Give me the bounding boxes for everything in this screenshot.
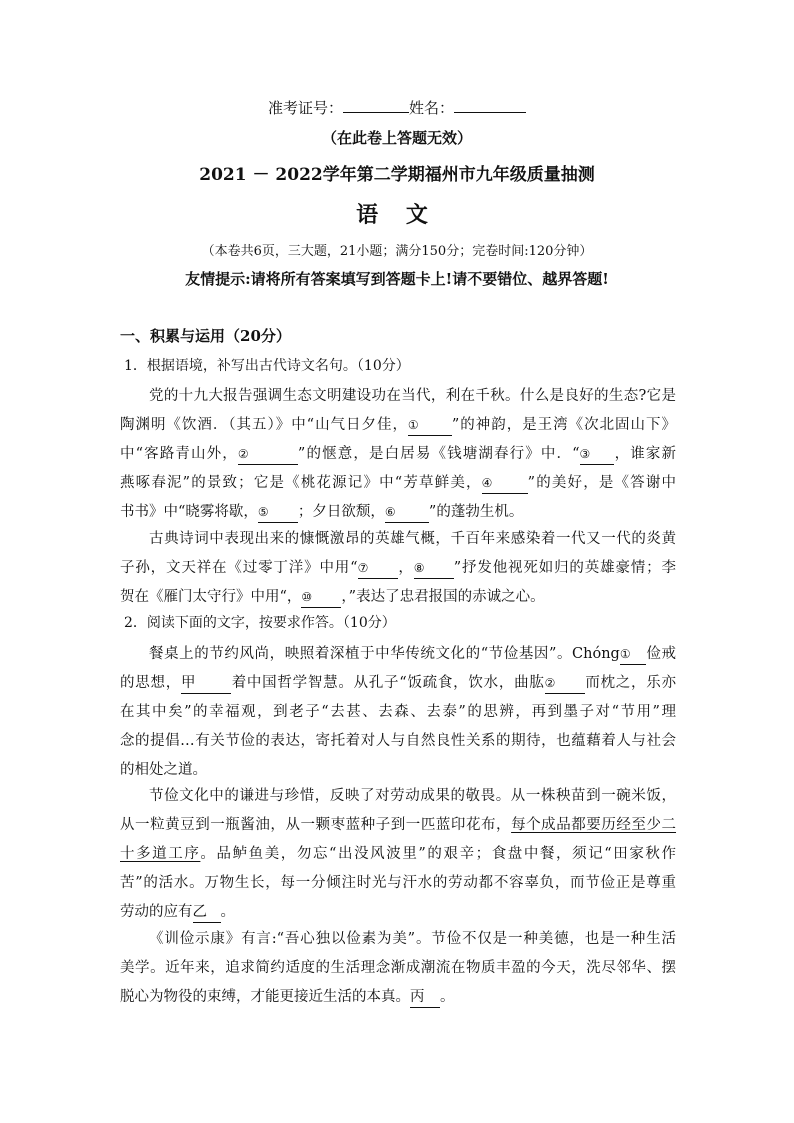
blank-label: 丙 [410,989,425,1005]
text-run: ，”表达了忠君报国的赤诚之心。 [341,589,545,605]
blank-bing [410,987,440,1008]
blank-7 [358,558,398,579]
text-run: 陶渊明《饮酒．（其五）》中“山气日夕佳， [120,417,408,433]
text-line: 念的提倡…有关节俭的表达，寄托着对人与自然良性关系的期待，也蕴藉着人与社会 [120,733,676,749]
text-run: 燕啄春泥”的景致；它是《桃花源记》中“芳草鲜美， [120,475,482,491]
text-line [120,669,676,698]
blank-label: 乙 [192,904,207,920]
name-blank [454,97,526,113]
blank-1 [620,644,646,665]
text-run: ；夕日欲颓， [297,504,385,520]
text-run: ，谁家新 [613,446,676,462]
q1-paragraph-1 [120,382,676,527]
friendly-tip: 友情提示:请将所有答案填写到答题卡上!请不要错位、越界答题! [185,270,609,288]
text-line [120,898,676,927]
text-run: 劳动的应有 [120,904,193,920]
q2-paragraph-2 [120,782,676,927]
text-line [120,440,676,469]
question-2-title: 2．阅读下面的文字，按要求作答。（10分） [124,615,396,631]
blank-number: ⑧ [413,561,425,575]
text-run: ”的蓬勃生机。 [428,504,524,520]
blank-4 [482,473,528,494]
text-line [120,640,676,669]
question-1-title: 1．根据语境，补写出古代诗文名句。（10分） [124,358,410,374]
text-line [120,498,676,527]
text-line: 苦”的活水。万物生长，每一分倾注时光与汗水的劳动都不容辜负，而节俭正是尊重 [120,875,676,891]
exam-info: （本卷共6页，三大题，21小题；满分150分；完卷时间:120分钟） [201,244,593,259]
text-line [120,811,676,840]
name-label: 姓名： [409,99,455,117]
exam-id-label: 准考证号： [267,99,343,117]
blank-number: ⑤ [257,505,269,519]
text-line [120,554,676,583]
q2-paragraph-3 [120,925,676,1012]
text-run: 贺在《雁门太守行》中用“， [120,589,302,605]
blank-3 [580,444,614,465]
blank-yi [193,902,221,923]
text-run: ”的美好，是《答谢中 [527,475,677,491]
text-line [120,983,676,1012]
candidate-info-line [0,97,794,118]
subject-title: 语 文 [356,202,438,228]
blank-jia [181,673,231,694]
text-run: 俭戒 [645,646,676,662]
text-line [120,840,676,869]
text-run: ”的惬意，是白居易《钱塘湖春行》中．“ [297,446,580,462]
blank-number: ② [237,447,249,461]
blank-number: ⑩ [301,590,313,604]
blank-8 [414,558,454,579]
underlined-sentence: 每个成品都要历经至少二 [511,817,677,833]
text-line: 在其中矣”的幸福观，到老子“去甚、去森、去泰”的思辨，再到墨子对“节用”理 [120,704,676,720]
text-line: 节俭文化中的谦进与珍惜，反映了对劳动成果的敬畏。从一株秧苗到一碗米饭， [149,788,676,804]
text-run: 。品鲈鱼美，勿忘“出没风波里”的艰辛；食盘中餐，须记“田家秋作 [200,846,676,862]
q2-paragraph-1 [120,640,676,785]
blank-number: ② [544,676,556,690]
text-run: ”的神韵，是王湾《次北固山下》 [451,417,676,433]
text-run: 。 [440,989,455,1005]
blank-number: ① [619,647,631,661]
text-run: 中“客路青山外， [120,446,238,462]
blank-2 [238,444,298,465]
text-line [120,583,676,612]
blank-number: ④ [481,476,493,490]
blank-number: ⑦ [357,561,369,575]
text-line [120,411,676,440]
q1-paragraph-2 [120,525,676,612]
text-run: ， [397,560,414,576]
text-run: 书书》中“晓雾将歇， [120,504,258,520]
blank-number: ① [407,418,419,432]
blank-label: 甲 [180,675,196,691]
text-run: 的思想， [120,675,181,691]
invalid-notice: （在此卷上答题无效） [321,129,472,147]
exam-id-blank [343,97,409,113]
blank-6 [385,502,429,523]
blank-10 [301,587,341,608]
text-run: 着中国哲学智慧。从孔子“饭疏食，饮水，曲肱 [230,675,545,691]
underlined-sentence: 十多道工序 [120,846,201,862]
text-line: 美学。近年来，追求简约适度的生活理念渐成潮流在物质丰盈的今天，洗尽邻华、摆 [120,960,676,976]
blank-2 [545,673,585,694]
text-line: 《训俭示康》有言:“吾心独以俭素为美”。节俭不仅是一种美德，也是一种生活 [149,931,676,947]
text-run: 脱心为物役的束缚，才能更接近生活的本真。 [120,989,410,1005]
text-line: 的相处之道。 [120,762,207,778]
blank-number: ⑥ [384,505,396,519]
text-run: ”抒发他视死如归的英雄豪情；李 [453,560,676,576]
text-line: 党的十九大报告强调生态文明建设功在当代，利在千秋。什么是良好的生态?它是 [149,388,676,404]
text-run: 而枕之，乐亦 [584,675,676,691]
text-line: 古典诗词中表现出来的慷慨激昂的英雄气概，千百年来感染着一代又一代的炎黄 [149,531,676,547]
blank-5 [258,502,298,523]
exam-title: 2021 － 2022学年第二学期福州市九年级质量抽测 [199,165,595,185]
text-run: 从一粒黄豆到一瓶酱油，从一颗枣蓝种子到一匹蓝印花布， [120,817,512,833]
text-run: 餐桌上的节约风尚，映照着深植于中华传统文化的“节俭基因”。Chóng [149,646,620,662]
blank-number: ③ [579,447,591,461]
text-line [120,469,676,498]
blank-1 [408,415,452,436]
text-run: 。 [220,904,235,920]
section-title: 一、积累与运用（20分） [120,327,291,345]
text-run: 子孙，文天祥在《过零丁洋》中用“ [120,560,358,576]
